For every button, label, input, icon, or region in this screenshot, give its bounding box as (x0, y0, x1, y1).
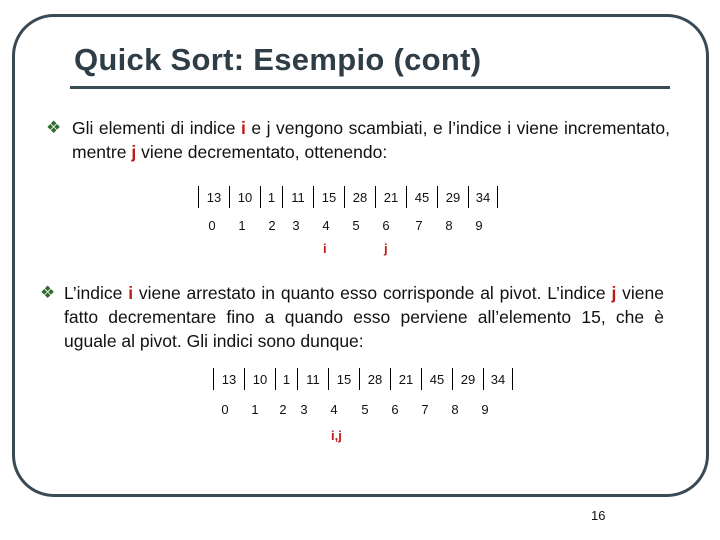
array-2-index: 6 (391, 402, 399, 417)
array-2-index: 7 (421, 402, 429, 417)
bullet-1-index-j: j (131, 142, 137, 162)
array-2-index: 5 (361, 402, 369, 417)
array-2-index: 2 (279, 402, 287, 417)
array-2-cell: 1 (276, 368, 298, 390)
slide-title: Quick Sort: Esempio (cont) (74, 42, 482, 77)
pointer-j-label: j (384, 241, 388, 256)
array-1-index: 3 (292, 218, 300, 233)
array-1-cell: 34 (469, 186, 498, 208)
bullet-2-text (64, 281, 664, 353)
bullet-1-index-i: i (240, 118, 246, 138)
array-1-values-row (199, 186, 498, 208)
diamond-bullet-icon: ❖ (40, 283, 56, 302)
array-1-cell: 15 (314, 186, 345, 208)
array-2-values-row (214, 368, 513, 390)
bullet-1-part-c: viene decrementato, ottenendo: (136, 142, 388, 162)
array-1-index: 4 (322, 218, 330, 233)
bullet-2-part-c: viene fatto decrementare fino a quando esso perviene all’elemento 15, che è uguale al pivot. Gli indici sono dunque: (64, 283, 664, 351)
bullet-2-part-a: L’indice (64, 283, 129, 303)
bullet-1-part-b: e j vengono scambiati, e l’indice i viene incrementato, mentre (72, 118, 670, 162)
array-2-index: 9 (481, 402, 489, 417)
bullet-1-text (72, 116, 670, 164)
array-1-index: 9 (475, 218, 483, 233)
array-1-cell: 1 (261, 186, 283, 208)
array-2-cell: 29 (453, 368, 484, 390)
array-2-index: 1 (251, 402, 259, 417)
array-2-index: 3 (300, 402, 308, 417)
array-2-cell: 11 (298, 368, 329, 390)
array-1-index: 2 (268, 218, 276, 233)
array-1-cell: 10 (230, 186, 261, 208)
array-1-index: 5 (352, 218, 360, 233)
diamond-bullet-icon: ❖ (46, 118, 62, 137)
pointer-i-label: i (323, 241, 327, 256)
array-1-cell: 28 (345, 186, 376, 208)
array-2-cell: 45 (422, 368, 453, 390)
array-1-cell: 21 (376, 186, 407, 208)
array-2-cell: 21 (391, 368, 422, 390)
pointer-ij-label: i,j (331, 428, 342, 443)
array-2-index: 8 (451, 402, 459, 417)
array-1-index: 0 (208, 218, 216, 233)
array-1-cell: 13 (199, 186, 230, 208)
array-2-cell: 34 (484, 368, 513, 390)
array-2-index: 0 (221, 402, 229, 417)
title-underline (70, 86, 670, 89)
array-1-cell: 11 (283, 186, 314, 208)
bullet-2-index-i: i (128, 283, 134, 303)
bullet-1-part-a: Gli elementi di indice (72, 118, 241, 138)
bullet-2-part-b: viene arrestato in quanto esso corrisponde al pivot. L’indice (133, 283, 612, 303)
array-1-cell: 45 (407, 186, 438, 208)
array-2-index: 4 (330, 402, 338, 417)
array-1-index: 7 (415, 218, 423, 233)
bullet-2-index-j: j (611, 283, 617, 303)
array-2 (213, 368, 513, 390)
array-2-cell: 10 (245, 368, 276, 390)
array-1-index: 1 (238, 218, 246, 233)
array-1-index: 6 (382, 218, 390, 233)
array-2-cell: 15 (329, 368, 360, 390)
page-number: 16 (591, 508, 606, 523)
array-1-index: 8 (445, 218, 453, 233)
array-1-cell: 29 (438, 186, 469, 208)
array-2-cell: 13 (214, 368, 245, 390)
array-2-cell: 28 (360, 368, 391, 390)
array-1 (198, 186, 498, 208)
